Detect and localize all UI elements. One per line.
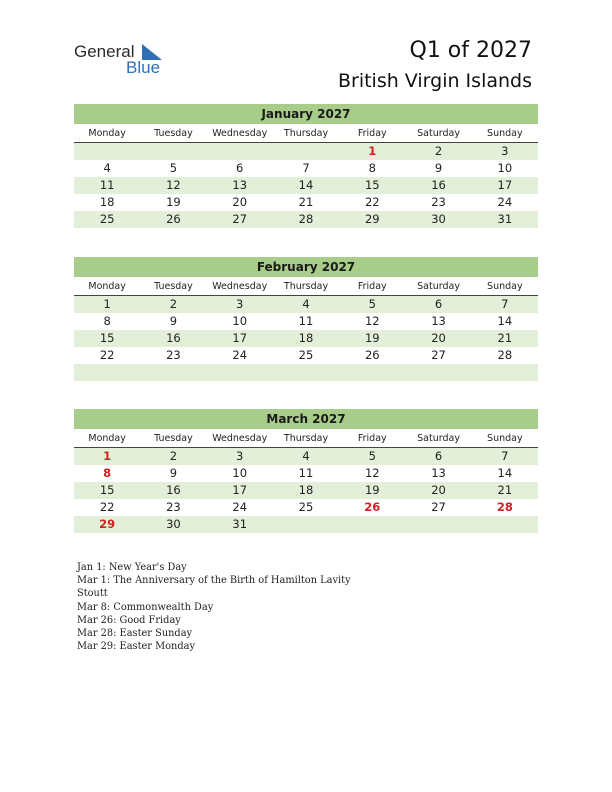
week-row — [74, 296, 538, 313]
day-cell: 16 — [166, 331, 181, 345]
weekday-label: Monday — [88, 433, 126, 444]
day-cell: 1 — [368, 144, 377, 158]
day-cell: 26 — [364, 500, 381, 514]
day-cell: 23 — [166, 348, 181, 362]
day-cell: 11 — [99, 178, 115, 192]
day-cell: 12 — [364, 314, 380, 328]
week-row — [74, 482, 538, 499]
brand-word-general: General — [74, 42, 135, 61]
weekday-label: Sunday — [487, 281, 523, 292]
day-cell — [339, 516, 405, 533]
day-cell — [140, 143, 206, 160]
day-cell: 25 — [298, 348, 314, 362]
day-cell: 27 — [232, 212, 248, 226]
day-cell: 28 — [497, 348, 513, 362]
day-cell — [74, 143, 140, 160]
week-row — [74, 448, 538, 465]
day-cell: 11 — [298, 466, 314, 480]
day-cell: 13 — [232, 178, 248, 192]
day-cell: 7 — [501, 297, 509, 311]
day-cell: 20 — [232, 195, 248, 209]
day-cell: 31 — [497, 212, 513, 226]
day-cell: 27 — [431, 500, 446, 514]
weekday-label: Thursday — [283, 128, 329, 139]
month-title: January 2027 — [74, 104, 538, 124]
weekday-label: Thursday — [283, 433, 329, 444]
week-row — [74, 211, 538, 228]
day-cell: 20 — [431, 331, 446, 345]
day-cell: 25 — [298, 500, 314, 514]
day-cell: 4 — [302, 297, 310, 311]
day-cell — [273, 143, 339, 160]
weekday-label: Wednesday — [212, 281, 268, 292]
weekday-label: Monday — [88, 281, 126, 292]
day-cell: 22 — [99, 348, 115, 362]
weekday-label: Saturday — [417, 433, 460, 444]
day-cell: 5 — [368, 297, 376, 311]
day-cell: 14 — [298, 178, 314, 192]
day-cell: 2 — [169, 297, 178, 311]
page-subtitle: British Virgin Islands — [337, 70, 532, 92]
weekday-label: Thursday — [283, 281, 329, 292]
holiday-note: Mar 28: Easter Sunday — [77, 628, 193, 640]
week-row — [74, 347, 538, 364]
week-row — [74, 516, 538, 533]
week-row — [74, 143, 538, 160]
day-cell: 3 — [501, 144, 509, 158]
day-cell: 19 — [364, 483, 380, 497]
day-cell: 1 — [103, 297, 111, 311]
weekday-label: Tuesday — [154, 433, 193, 444]
day-cell: 1 — [103, 449, 112, 463]
weekday-label: Friday — [357, 128, 387, 139]
holiday-note: Mar 29: Easter Monday — [77, 641, 195, 653]
day-cell: 24 — [497, 195, 513, 209]
month-title: March 2027 — [74, 409, 538, 429]
day-cell: 3 — [236, 449, 244, 463]
day-cell: 5 — [169, 161, 178, 175]
day-cell: 22 — [99, 500, 115, 514]
day-cell: 4 — [302, 449, 310, 463]
day-cell: 18 — [298, 483, 314, 497]
week-row — [74, 194, 538, 211]
weekday-label: Monday — [88, 128, 126, 139]
weekday-label: Sunday — [487, 433, 523, 444]
day-cell — [472, 516, 538, 533]
day-cell: 10 — [232, 466, 248, 480]
month-february — [74, 257, 538, 381]
holiday-note: Jan 1: New Year's Day — [77, 562, 187, 573]
day-cell: 2 — [169, 449, 178, 463]
week-row — [74, 160, 538, 177]
holiday-notes — [77, 561, 377, 653]
day-cell: 30 — [431, 212, 446, 226]
day-cell: 16 — [166, 483, 181, 497]
day-cell: 24 — [232, 348, 248, 362]
day-cell: 25 — [99, 212, 115, 226]
day-cell: 19 — [364, 331, 380, 345]
day-cell: 6 — [434, 449, 443, 463]
day-cell: 17 — [497, 178, 513, 192]
day-cell: 22 — [364, 195, 380, 209]
day-cell: 28 — [298, 212, 314, 226]
day-cell — [140, 364, 206, 381]
day-cell: 29 — [364, 212, 380, 226]
day-cell: 18 — [298, 331, 314, 345]
week-row — [74, 330, 538, 347]
day-cell — [339, 364, 405, 381]
day-cell — [273, 364, 339, 381]
day-cell: 29 — [99, 517, 116, 531]
weekday-label: Friday — [357, 281, 387, 292]
day-cell — [207, 143, 273, 160]
weekday-header-row — [74, 124, 538, 143]
brand-word-blue: Blue — [126, 58, 161, 77]
day-cell — [207, 364, 273, 381]
weekday-label: Wednesday — [212, 433, 268, 444]
weekday-label: Saturday — [417, 281, 460, 292]
week-row — [74, 499, 538, 516]
holiday-note: Mar 26: Good Friday — [77, 614, 181, 626]
day-cell: 21 — [497, 483, 513, 497]
month-march — [74, 409, 538, 533]
day-cell: 7 — [302, 161, 310, 175]
day-cell: 2 — [434, 144, 443, 158]
day-cell: 6 — [434, 297, 443, 311]
day-cell: 8 — [368, 161, 376, 175]
day-cell: 9 — [169, 466, 178, 480]
day-cell: 24 — [232, 500, 248, 514]
day-cell: 17 — [232, 331, 248, 345]
brand-logo — [74, 42, 174, 78]
day-cell: 10 — [497, 161, 513, 175]
day-cell: 6 — [236, 161, 244, 175]
day-cell: 15 — [99, 483, 115, 497]
weekday-label: Friday — [357, 433, 387, 444]
day-cell: 8 — [103, 466, 112, 480]
day-cell: 16 — [431, 178, 446, 192]
day-cell: 19 — [166, 195, 181, 209]
day-cell: 9 — [169, 314, 178, 328]
week-row — [74, 177, 538, 194]
day-cell: 5 — [368, 449, 376, 463]
day-cell: 3 — [236, 297, 244, 311]
day-cell: 10 — [232, 314, 248, 328]
day-cell: 15 — [99, 331, 115, 345]
day-cell — [405, 364, 471, 381]
weekday-label: Sunday — [487, 128, 523, 139]
day-cell: 13 — [431, 314, 446, 328]
day-cell — [472, 364, 538, 381]
day-cell: 21 — [497, 331, 513, 345]
day-cell — [273, 516, 339, 533]
month-title: February 2027 — [74, 257, 538, 277]
day-cell: 4 — [103, 161, 111, 175]
day-cell: 23 — [166, 500, 181, 514]
day-cell — [74, 364, 140, 381]
day-cell: 27 — [431, 348, 446, 362]
day-cell: 14 — [497, 466, 513, 480]
day-cell: 23 — [431, 195, 446, 209]
day-cell: 31 — [232, 517, 248, 531]
day-cell: 9 — [434, 161, 443, 175]
weekday-header-row — [74, 429, 538, 448]
day-cell: 30 — [166, 517, 181, 531]
week-row — [74, 465, 538, 482]
day-cell: 26 — [364, 348, 380, 362]
weekday-label: Tuesday — [154, 128, 193, 139]
holiday-note: Mar 1: The Anniversary of the Birth of Hamilton Lavity Stoutt — [77, 575, 351, 600]
day-cell — [405, 516, 471, 533]
weekday-label: Wednesday — [212, 128, 268, 139]
day-cell: 13 — [431, 466, 446, 480]
weekday-label: Saturday — [417, 128, 460, 139]
page-title: Q1 of 2027 — [409, 38, 532, 63]
week-row — [74, 313, 538, 330]
day-cell: 12 — [364, 466, 380, 480]
day-cell: 11 — [298, 314, 314, 328]
weekday-header-row — [74, 277, 538, 296]
day-cell: 26 — [166, 212, 181, 226]
day-cell: 17 — [232, 483, 248, 497]
month-january — [74, 104, 538, 228]
day-cell: 15 — [364, 178, 380, 192]
day-cell: 28 — [496, 500, 513, 514]
week-row — [74, 364, 538, 381]
day-cell: 8 — [103, 314, 111, 328]
day-cell: 12 — [166, 178, 181, 192]
day-cell: 21 — [298, 195, 314, 209]
day-cell: 20 — [431, 483, 446, 497]
day-cell: 18 — [99, 195, 115, 209]
weekday-label: Tuesday — [154, 281, 193, 292]
day-cell: 7 — [501, 449, 509, 463]
day-cell: 14 — [497, 314, 513, 328]
holiday-note: Mar 8: Commonwealth Day — [77, 601, 214, 613]
